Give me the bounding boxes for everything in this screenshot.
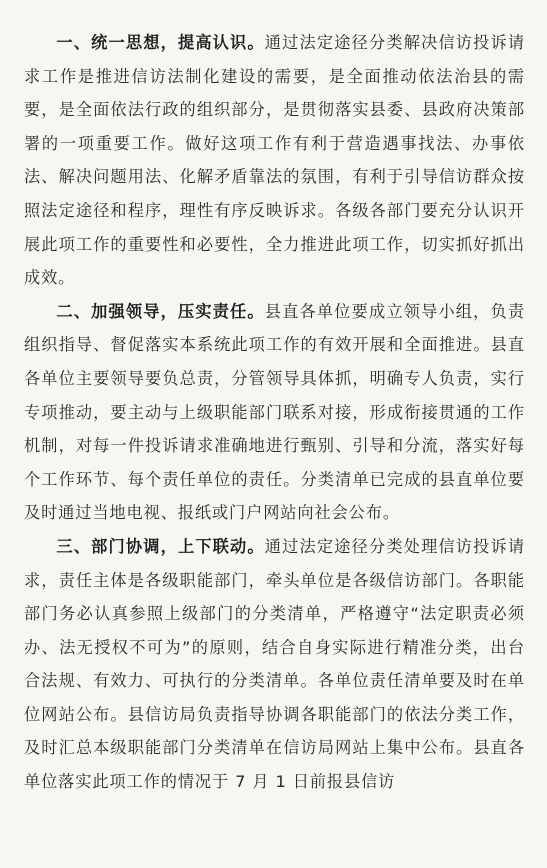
paragraph-3-body: 通过法定途径分类处理信访投诉请求，责任主体是各级职能部门，牵头单位是各级信访部门。各职能部门务必认真参照上级部门的分类清单，严格遵守“法定职责必须办、法无授权不可为”的原则，结合自身实际进行精准分类，出台合法规、有效力、可执行的分类清单。各单位责任清单要及时在单位网站公布。县信访局负责指导协调各职能部门的依法分类工作，及时汇总本级职能部门分类清单在信访局网站上集中公布。县直各单位落实此项工作的情况于 7 月 1 日前报县信访 [24, 536, 525, 792]
paragraph-1 [24, 26, 525, 295]
paragraph-1-heading: 一、统一思想，提高认识。 [56, 33, 265, 52]
paragraph-1-body: 通过法定途径分类解决信访投诉请求工作是推进信访法制化建设的需要，是全面推动依法治县的需要，是全面依法行政的组织部分，是贯彻落实县委、县政府决策部署的一项重要工作。做好这项工作有利于营造遇事找法、办事依法、解决问题用法、化解矛盾靠法的氛围，有利于引导信访群众按照法定途径和程序，理性有序反映诉求。各级各部门要充分认识开展此项工作的重要性和必要性，全力推进此项工作，切实抓好抓出成效。 [24, 33, 525, 288]
paragraph-2-body: 县直各单位要成立领导小组，负责组织指导、督促落实本系统此项工作的有效开展和全面推进。县直各单位主要领导要负总责，分管领导具体抓，明确专人负责，实行专项推动，要主动与上级职能部门联系对接，形成衔接贯通的工作机制，对每一件投诉请求准确地进行甄别、引导和分流，落实好每个工作环节、每个责任单位的责任。分类清单已完成的县直单位要及时通过当地电视、报纸或门户网站向社会公布。 [24, 301, 525, 523]
paragraph-3-heading: 三、部门协调，上下联动。 [56, 536, 265, 556]
paragraph-2-heading: 二、加强领导，压实责任。 [56, 301, 265, 321]
paragraph-2 [24, 295, 525, 530]
paragraph-3 [24, 530, 525, 799]
